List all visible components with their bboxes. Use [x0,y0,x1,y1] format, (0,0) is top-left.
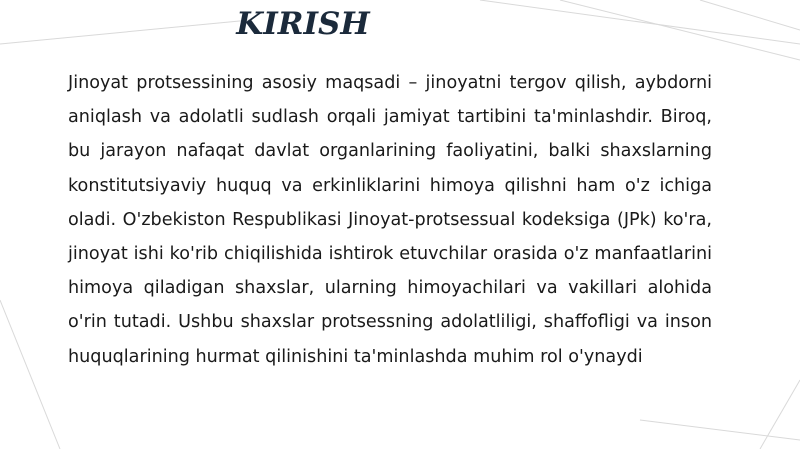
decor-line [0,300,60,449]
decor-line [640,420,800,440]
decor-line [700,0,800,30]
slide-title: KIRISH [236,6,370,42]
slide-body-text: Jinoyat protsessining asosiy maqsadi – jinoyatni tergov qilish, aybdorni aniqlash va adolatli sudlash orqali jamiyat tartibini ta'minlashdir. Biroq, bu jarayon nafaqat davlat organlarining faoliyatini, balki shaxslarning konstitutsiyaviy huquq va erkinliklarini himoya qilishni ham o'z ichiga oladi. O'zbekiston Respublikasi Jinoyat-protsessual kodeksiga (JPk) ko'ra, jinoyat ishi ko'rib chiqilishida ishtirok etuvchilar orasida o'z manfaatlarini himoya qiladigan shaxslar, ularning himoyachilari va vakillari alohida o'rin tutadi. Ushbu shaxslar protsessning adolatliligi, shaffofligi va inson huquqlarining hurmat qilinishini ta'minlashda muhim rol o'ynaydi [68,73,712,367]
decor-line [760,380,800,449]
